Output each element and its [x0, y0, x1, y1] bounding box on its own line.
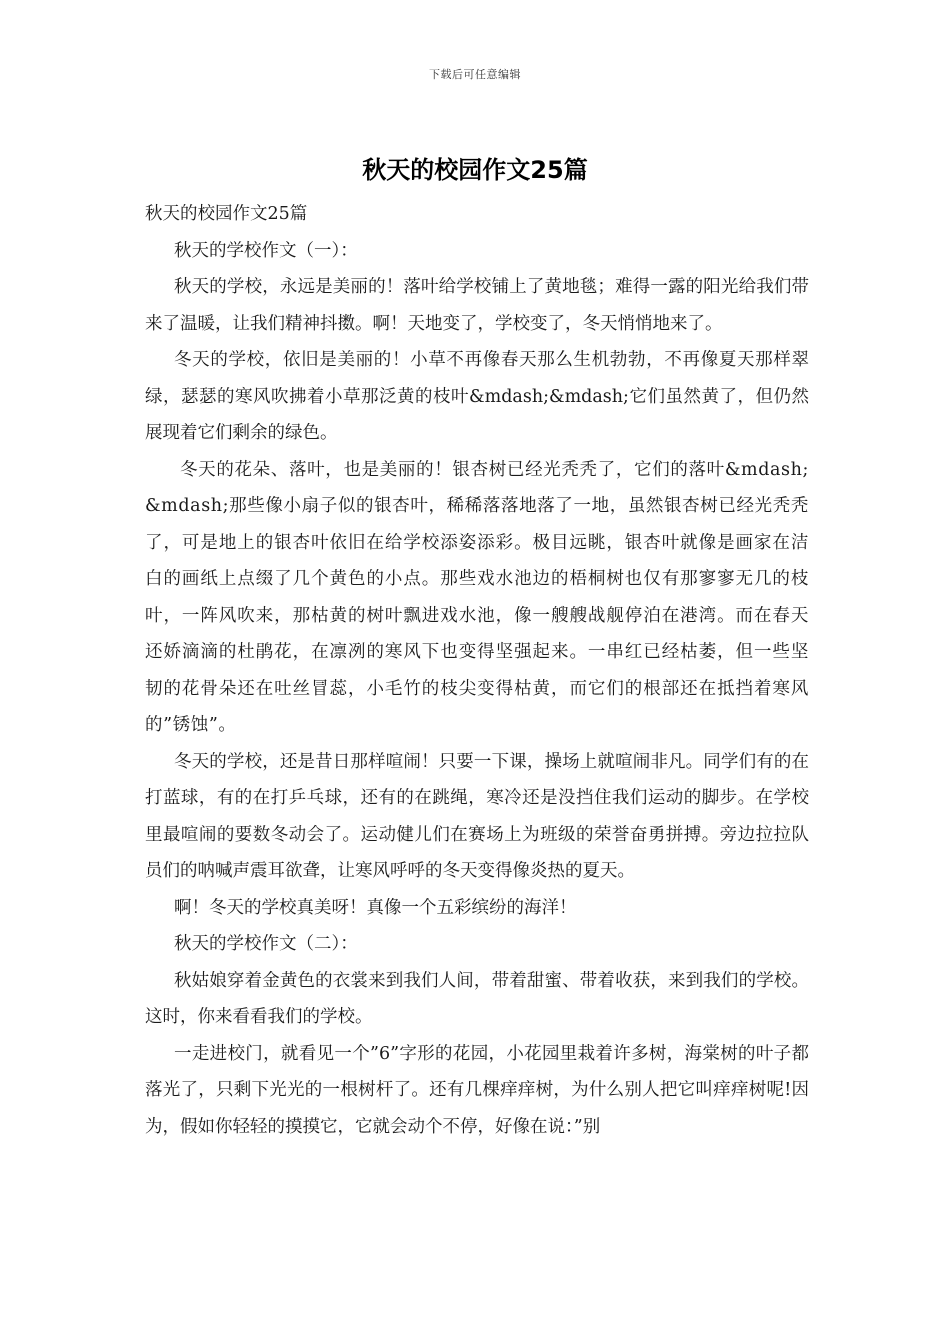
section-heading-2: 秋天的学校作文（二）：	[174, 934, 358, 954]
section-heading-1: 秋天的学校作文（一）：	[174, 240, 358, 261]
body-paragraph: 一走进校门，就看见一个”6”字形的花园，小花园里栽着许多树，海棠树的叶子都落光了，只剩下光光的一根树杆了。还有几棵痒痒树，为什么别人把它叫痒痒树呢!因为，假如你轻轻的摸摸它，它就会动个不停，好像在说：”别	[145, 1043, 809, 1137]
header-note: 下载后可任意编辑	[429, 68, 521, 81]
body-paragraph: 冬天的学校，还是昔日那样喧闹！只要一下课，操场上就喧闹非凡。同学们有的在打蓝球，有的在打乒乓球，还有的在跳绳，寒冷还是没挡住我们运动的脚步。在学校里最喧闹的要数冬动会了。运动健儿们在赛场上为班级的荣誉奋勇拼搏。旁边拉拉队员们的呐喊声震耳欲聋，让寒风呼呼的冬天变得像炎热的夏天。	[145, 751, 809, 881]
body-paragraph: 秋姑娘穿着金黄色的衣裳来到我们人间，带着甜蜜、带着收获，来到我们的学校。这时，你来看看我们的学校。	[145, 970, 809, 1027]
body-paragraph: 冬天的学校，依旧是美丽的！小草不再像春天那么生机勃勃，不再像夏天那样翠绿，瑟瑟的寒风吹拂着小草那泛黄的枝叶&mdash;&mdash;它们虽然黄了，但仍然展现着它们剩余的绿色。	[145, 350, 809, 443]
body-paragraph: 秋天的学校，永远是美丽的！落叶给学校铺上了黄地毯；难得一露的阳光给我们带来了温暖，让我们精神抖擞。啊！天地变了，学校变了，冬天悄悄地来了。	[145, 277, 809, 334]
document-body	[145, 196, 809, 1145]
page-title: 秋天的校园作文25篇	[362, 156, 588, 184]
subtitle-paragraph: 秋天的校园作文25篇	[145, 204, 308, 224]
body-paragraph: 冬天的花朵、落叶，也是美丽的！银杏树已经光秃秃了，它们的落叶&mdash;&mdash;那些像小扇子似的银杏叶，稀稀落落地落了一地，虽然银杏树已经光秃秃了，可是地上的银杏叶依旧在给学校添姿添彩。极目远眺，银杏叶就像是画家在洁白的画纸上点缀了几个黄色的小点。那些戏水池边的梧桐树也仅有那寥寥无几的枝叶，一阵风吹来，那枯黄的树叶飘进戏水池，像一艘艘战舰停泊在港湾。而在春天还娇滴滴的杜鹃花，在凛冽的寒风下也变得坚强起来。一串红已经枯萎，但一些坚韧的花骨朵还在吐丝冒蕊，小毛竹的枝尖变得枯黄，而它们的根部还在抵挡着寒风的”锈蚀”。	[145, 459, 809, 735]
body-paragraph: 啊！冬天的学校真美呀！真像一个五彩缤纷的海洋！	[174, 897, 577, 918]
